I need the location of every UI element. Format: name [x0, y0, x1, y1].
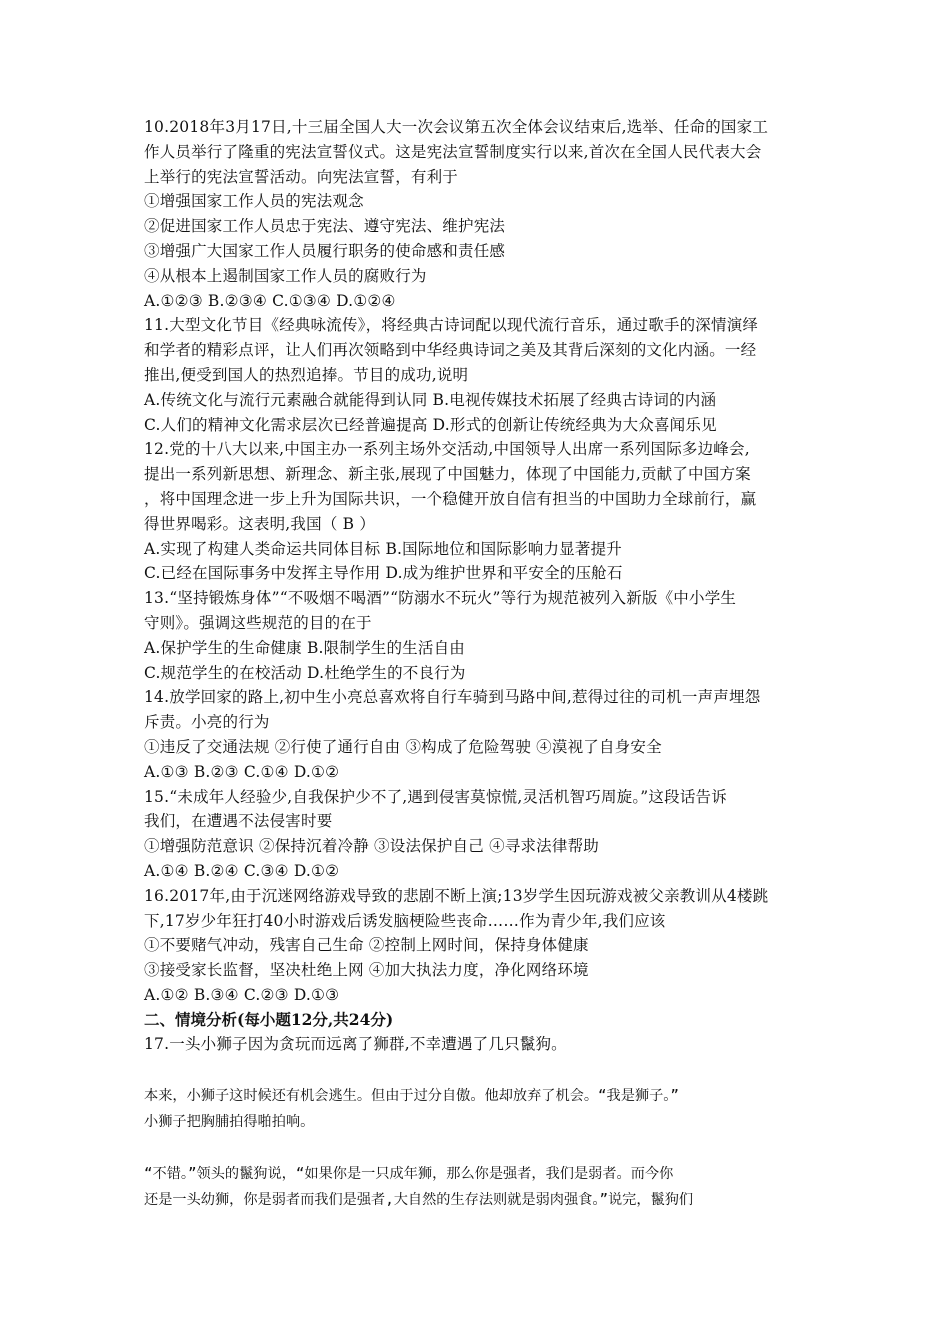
question-16 [144, 884, 812, 1008]
question-line: 守则》。强调这些规范的目的在于 [144, 613, 372, 632]
question-line: 上举行的宪法宣誓活动。向宪法宣誓，有利于 [144, 167, 459, 186]
question-line: 13.“坚持锻炼身体”“不吸烟不喝酒”“防溺水不玩火”等行为规范被列入新版《中小学生 [144, 589, 737, 608]
question-line: 得世界喝彩。这表明,我国（ B ） [144, 514, 376, 533]
question-line: 推出,便受到国人的热烈追捧。节目的成功,说明 [144, 365, 469, 384]
question-line: 和学者的精彩点评，让人们再次领略到中华经典诗词之美及其背后深刻的文化内涵。一经 [144, 341, 757, 360]
question-option: ①增强国家工作人员的宪法观念 [144, 192, 364, 211]
question-line: 14.放学回家的路上,初中生小亮总喜欢将自行车骑到马路中间,惹得过往的司机一声声埋怨 [144, 688, 761, 707]
answer-choices: C.人们的精神文化需求层次已经普遍提高 D.形式的创新让传统经典为大众喜闻乐见 [144, 415, 717, 434]
question-option: ③增强广大国家工作人员履行职务的使命感和责任感 [144, 241, 506, 260]
question-line: 下,17岁少年狂打40小时游戏后诱发脑梗险些丧命……作为青少年,我们应该 [144, 911, 666, 930]
paragraph-gap [144, 1057, 812, 1083]
question-line: 作人员举行了隆重的宪法宣誓仪式。这是宪法宣誓制度实行以来,首次在全国人民代表大会 [144, 142, 762, 161]
story-line: 还是一头幼狮，你是弱者而我们是强者,大自然的生存法则就是弱肉强食。”说完，鬣狗们 [144, 1192, 694, 1209]
question-line: 16.2017年,由于沉迷网络游戏导致的悲剧不断上演;13岁学生因玩游戏被父亲教训从4楼跳 [144, 886, 769, 905]
question-17-intro: 17.一头小狮子因为贪玩而远离了狮群,不幸遭遇了几只鬣狗。 [144, 1035, 567, 1054]
question-12 [144, 437, 812, 586]
answer-choices: A.保护学生的生命健康 B.限制学生的生活自由 [144, 638, 465, 657]
question-line: 15.“未成年人经验少,自我保护少不了,遇到侵害莫惊慌,灵活机智巧周旋。”这段话告诉 [144, 787, 727, 806]
answer-choices: A.①③ B.②③ C.①④ D.①② [144, 762, 340, 781]
question-option: ①增强防范意识 ②保持沉着冷静 ③设法保护自己 ④寻求法律帮助 [144, 837, 599, 856]
answer-choices: A.①②③ B.②③④ C.①③④ D.①②④ [144, 291, 396, 310]
paragraph-gap [144, 1135, 812, 1161]
question-option: ②促进国家工作人员忠于宪法、遵守宪法、维护宪法 [144, 217, 506, 236]
question-14 [144, 685, 812, 784]
question-line: 提出一系列新思想、新理念、新主张,展现了中国魅力，体现了中国能力,贡献了中国方案 [144, 465, 751, 484]
answer-choices: A.传统文化与流行元素融合就能得到认同 B.电视传媒技术拓展了经典古诗词的内涵 [144, 390, 717, 409]
story-paragraph-2 [144, 1161, 812, 1213]
question-line: ，将中国理念进一步上升为国际共识，一个稳健开放自信有担当的中国助力全球前行，赢 [144, 489, 757, 508]
answer-choices: A.①④ B.②④ C.③④ D.①② [144, 861, 340, 880]
story-line: 本来，小狮子这时候还有机会逃生。但由于过分自傲。他却放弃了机会。“我是狮子。” [144, 1088, 679, 1105]
question-line: 我们，在遭遇不法侵害时要 [144, 812, 333, 831]
question-option: ④从根本上遏制国家工作人员的腐败行为 [144, 266, 427, 285]
story-line: “不错。”领头的鬣狗说，“如果你是一只成年狮，那么你是强者，我们是弱者。而今你 [144, 1166, 674, 1183]
question-line: 11.大型文化节目《经典咏流传》，将经典古诗词配以现代流行音乐，通过歌手的深情演绎 [144, 316, 759, 335]
story-line: 小狮子把胸脯拍得啪拍响。 [144, 1114, 315, 1131]
story-paragraph-1 [144, 1083, 812, 1135]
document-page [144, 115, 812, 1213]
question-option: ①违反了交通法规 ②行使了通行自由 ③构成了危险驾驶 ④漠视了自身安全 [144, 737, 662, 756]
answer-choices: C.规范学生的在校活动 D.杜绝学生的不良行为 [144, 663, 466, 682]
section-heading: 二、情境分析(每小题12分,共24分) [144, 1009, 394, 1029]
question-10 [144, 115, 812, 313]
question-13 [144, 586, 812, 685]
question-option: ③接受家长监督，坚决杜绝上网 ④加大执法力度，净化网络环境 [144, 961, 589, 980]
question-line: 斥责。小亮的行为 [144, 713, 270, 732]
question-option: ①不要赌气冲动，残害自己生命 ②控制上网时间，保持身体健康 [144, 936, 589, 955]
answer-choices: A.实现了构建人类命运共同体目标 B.国际地位和国际影响力显著提升 [144, 539, 622, 558]
question-line: 10.2018年3月17日,十三届全国人大一次会议第五次全体会议结束后,选举、任命的国家工 [144, 118, 769, 136]
answer-choices: C.已经在国际事务中发挥主导作用 D.成为维护世界和平安全的压舱石 [144, 564, 623, 583]
question-line: 12.党的十八大以来,中国主办一系列主场外交活动,中国领导人出席一系列国际多边峰会, [144, 440, 750, 459]
question-11 [144, 313, 812, 437]
answer-choices: A.①② B.③④ C.②③ D.①③ [144, 985, 340, 1004]
question-15 [144, 785, 812, 884]
